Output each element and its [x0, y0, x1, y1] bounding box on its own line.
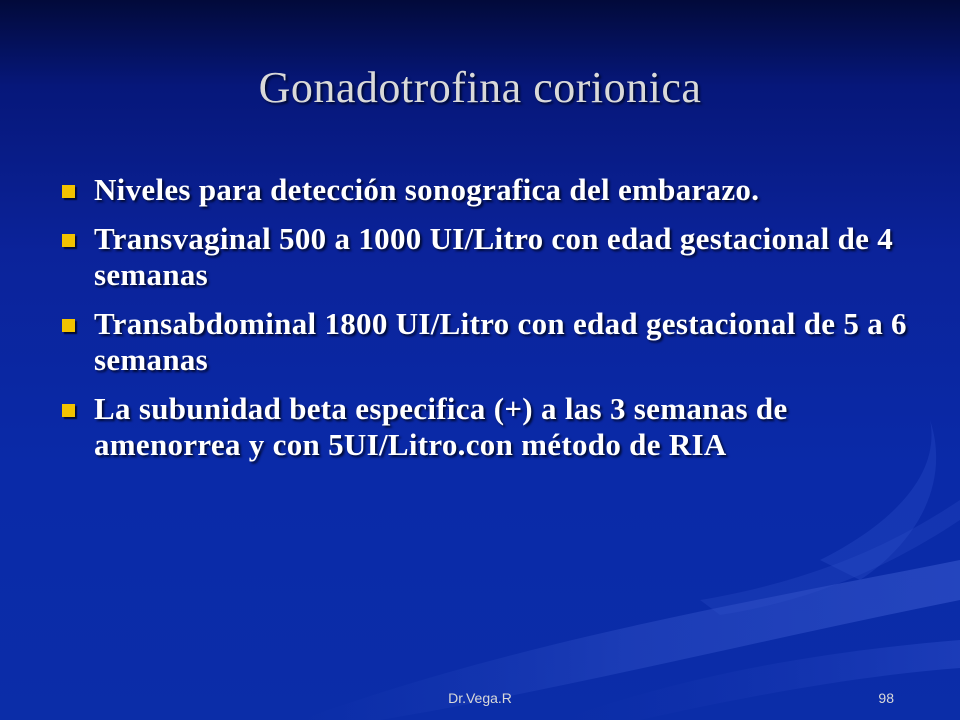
bullet-text: Transabdominal 1800 UI/Litro con edad gestacional de 5 a 6 semanas [94, 306, 907, 377]
bullet-item [58, 391, 908, 463]
bullet-text: Niveles para detección sonografica del embarazo. [94, 172, 760, 207]
footer-author: Dr.Vega.R [448, 690, 512, 706]
bullet-text: La subunidad beta especifica (+) a las 3 semanas de amenorrea y con 5UI/Litro.con método de RIA [94, 391, 788, 462]
bullet-item [58, 306, 908, 378]
bullet-item [58, 221, 908, 293]
bullet-item [58, 172, 908, 208]
slide-title: Gonadotrofina corionica [258, 63, 702, 112]
square-bullet-icon [62, 185, 75, 198]
square-bullet-icon [62, 404, 75, 417]
bullet-text: Transvaginal 500 a 1000 UI/Litro con edad gestacional de 4 semanas [94, 221, 894, 292]
square-bullet-icon [62, 319, 75, 332]
page-number: 98 [878, 690, 894, 706]
bullet-list [58, 172, 908, 476]
square-bullet-icon [62, 234, 75, 247]
